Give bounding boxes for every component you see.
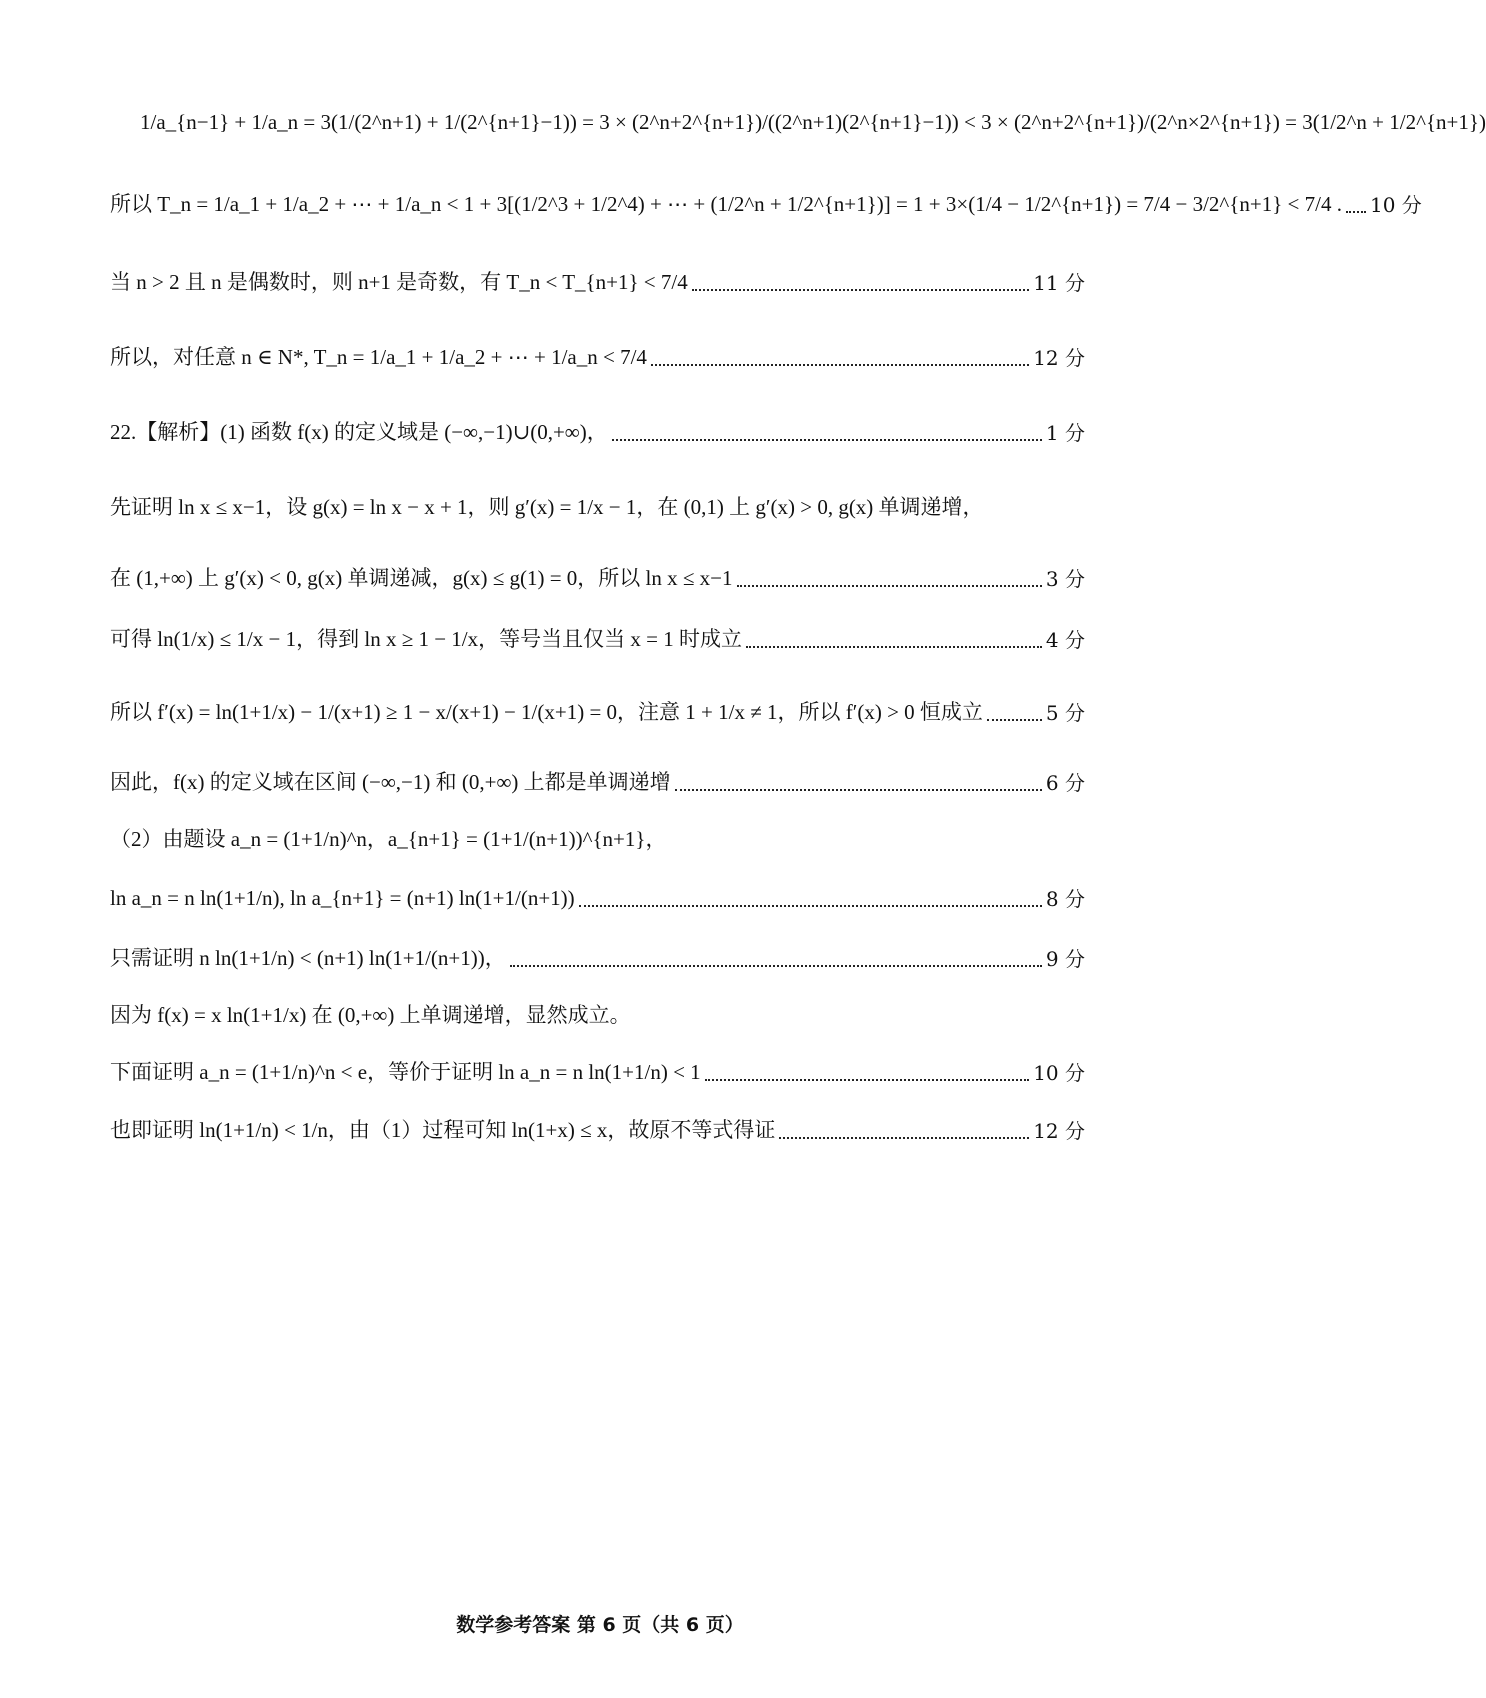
score-label: 5 分 <box>1045 700 1085 725</box>
line-text: 也即证明 ln(1+1/n) < 1/n，由（1）过程可知 ln(1+x) ≤ x，故原不等式得证 <box>110 1118 776 1142</box>
dot-leader <box>510 965 1042 967</box>
score-label: 6 分 <box>1045 770 1085 795</box>
line-text: ln a_n = n ln(1+1/n), ln a_{n+1} = (n+1) ln(1+1/(n+1)) <box>110 886 575 910</box>
dot-leader <box>779 1137 1029 1139</box>
dot-leader <box>987 719 1042 721</box>
math-line <box>110 345 1085 370</box>
dot-leader <box>579 905 1042 907</box>
line-text: 先证明 ln x ≤ x−1，设 g(x) = ln x − x + 1，则 g′(x) = 1/x − 1，在 (0,1) 上 g′(x) > 0, g(x) 单调递增， <box>110 495 984 519</box>
math-line <box>110 270 1085 295</box>
line-text: 当 n > 2 且 n 是偶数时，则 n+1 是奇数，有 T_n < T_{n+1} < 7/4 <box>110 270 688 294</box>
line-text: 所以 T_n = 1/a_1 + 1/a_2 + ⋯ + 1/a_n < 1 + 3[(1/2^3 + 1/2^4) + ⋯ + (1/2^n + 1/2^{n+1})] = 1 + 3×(1/4 − 1/2^{n+1}) = 7/4 − 3/2^{n+1} < 7/4 . <box>110 192 1342 216</box>
score-label: 11 分 <box>1033 270 1085 295</box>
dot-leader <box>675 789 1042 791</box>
math-line <box>110 420 1085 445</box>
math-line <box>110 627 1085 652</box>
line-text: 所以，对任意 n ∈ N*, T_n = 1/a_1 + 1/a_2 + ⋯ + 1/a_n < 7/4 <box>110 345 647 369</box>
math-line <box>110 566 1085 591</box>
dot-leader <box>1346 211 1366 213</box>
score-label: 3 分 <box>1045 566 1085 591</box>
math-line <box>110 1118 1085 1143</box>
math-line <box>110 1003 1085 1028</box>
score-label: 12 分 <box>1033 1118 1085 1143</box>
line-text: 所以 f′(x) = ln(1+1/x) − 1/(x+1) ≥ 1 − x/(x+1) − 1/(x+1) = 0，注意 1 + 1/x ≠ 1，所以 f′(x) > 0 恒成立 <box>110 700 983 724</box>
score-label: 10 分 <box>1369 192 1422 217</box>
score-label: 12 分 <box>1033 345 1085 370</box>
line-text: 在 (1,+∞) 上 g′(x) < 0, g(x) 单调递减，g(x) ≤ g(1) = 0，所以 ln x ≤ x−1 <box>110 566 733 590</box>
math-line <box>110 946 1085 971</box>
page-footer: 数学参考答案 第 6 页（共 6 页） <box>456 1614 744 1636</box>
math-line <box>140 110 1486 135</box>
dot-leader <box>612 439 1042 441</box>
math-line <box>110 827 1085 852</box>
line-text: （2）由题设 a_n = (1+1/n)^n，a_{n+1} = (1+1/(n+1))^{n+1}， <box>110 827 667 851</box>
math-line <box>110 770 1085 795</box>
dot-leader <box>746 646 1042 648</box>
math-line <box>110 495 1085 520</box>
line-text: 下面证明 a_n = (1+1/n)^n < e，等价于证明 ln a_n = n ln(1+1/n) < 1 <box>110 1060 701 1084</box>
dot-leader <box>692 289 1029 291</box>
line-text: 因此，f(x) 的定义域在区间 (−∞,−1) 和 (0,+∞) 上都是单调递增 <box>110 770 671 794</box>
score-label: 4 分 <box>1045 627 1085 652</box>
math-line <box>110 1060 1085 1085</box>
score-label: 8 分 <box>1045 886 1085 911</box>
line-text: 可得 ln(1/x) ≤ 1/x − 1，得到 ln x ≥ 1 − 1/x，等号当且仅当 x = 1 时成立 <box>110 627 742 651</box>
line-text: 1/a_{n−1} + 1/a_n = 3(1/(2^n+1) + 1/(2^{n+1}−1)) = 3 × (2^n+2^{n+1})/((2^n+1)(2^{n+1}−1)) < 3 × (2^n+2^{n+1})/(2^n×2^{n+1}) = 3(1/2^n + 1/2^{n+1}) <box>140 110 1486 134</box>
math-line <box>110 192 1422 217</box>
math-line <box>110 886 1085 911</box>
score-label: 9 分 <box>1045 946 1085 971</box>
dot-leader <box>651 364 1029 366</box>
line-text: 22.【解析】(1) 函数 f(x) 的定义域是 (−∞,−1)∪(0,+∞)， <box>110 420 608 444</box>
line-text: 因为 f(x) = x ln(1+1/x) 在 (0,+∞) 上单调递增，显然成立。 <box>110 1003 631 1027</box>
score-label: 1 分 <box>1045 420 1085 445</box>
dot-leader <box>737 585 1042 587</box>
line-text: 只需证明 n ln(1+1/n) < (n+1) ln(1+1/(n+1))， <box>110 946 506 970</box>
math-line <box>110 700 1085 725</box>
score-label: 10 分 <box>1033 1060 1085 1085</box>
dot-leader <box>705 1079 1030 1081</box>
